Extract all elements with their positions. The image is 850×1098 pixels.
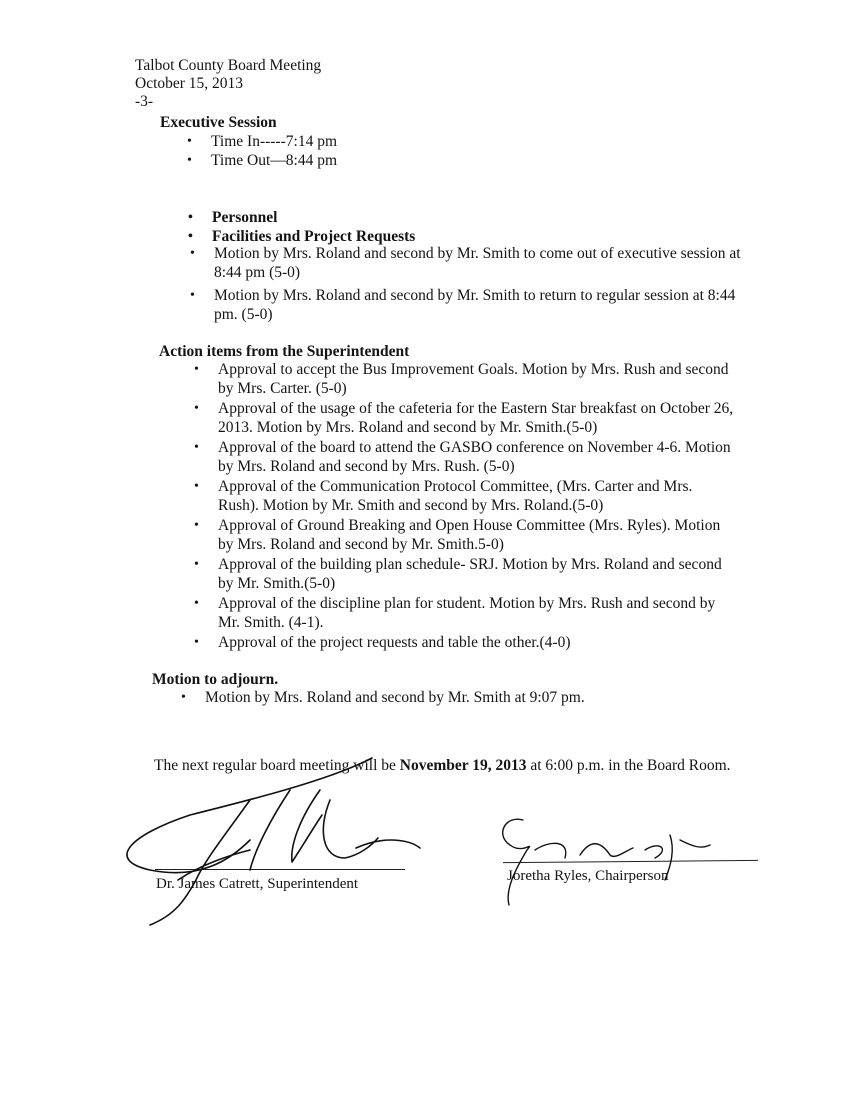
list-item: • Approval of the discipline plan for student. Motion by Mrs. Rush and second by Mr. Smith. (4-1). bbox=[194, 594, 734, 632]
meeting-date: October 15, 2013 bbox=[135, 75, 244, 92]
next-meeting-text: The next regular board meeting will be bbox=[154, 757, 400, 774]
list-item: • Personnel bbox=[188, 208, 728, 227]
list-item: • Approval of the Communication Protocol Committee, (Mrs. Carter and Mrs. Rush). Motion by Mr. Smith and second by Mrs. Roland.(5-0) bbox=[194, 477, 734, 515]
superintendent-name: Dr. James Catrett, Superintendent bbox=[156, 876, 359, 892]
chair-signature bbox=[495, 810, 735, 910]
action-items-title: Action items from the Superintendent bbox=[159, 343, 410, 360]
chair-name: Joretha Ryles, Chairperson bbox=[507, 868, 669, 884]
next-meeting-date: November 19, 2013 bbox=[399, 757, 527, 774]
list-item: • Approval of the usage of the cafeteria for the Eastern Star breakfast on October 26, 2013. Motion by Mrs. Roland and second by Mr. Smith.(5-0) bbox=[194, 399, 734, 437]
list-item: • Motion by Mrs. Roland and second by Mr. Smith to return to regular session at 8:44 pm. (5-0) bbox=[190, 286, 750, 324]
adjourn-title: Motion to adjourn. bbox=[152, 671, 279, 688]
meeting-title: Talbot County Board Meeting bbox=[135, 57, 322, 74]
list-item: • Approval of the building plan schedule- SRJ. Motion by Mrs. Roland and second by Mr. Smith.(5-0) bbox=[194, 555, 734, 593]
page-number: -3- bbox=[135, 93, 154, 110]
list-item: • Time In-----7:14 pm bbox=[187, 132, 727, 151]
list-item: • Approval of the project requests and table the other.(4-0) bbox=[194, 633, 734, 652]
list-item: • Facilities and Project Requests bbox=[188, 227, 728, 246]
list-item: • Motion by Mrs. Roland and second by Mr. Smith to come out of executive session at 8:44 pm (5-0) bbox=[190, 244, 750, 282]
executive-session-title: Executive Session bbox=[160, 114, 277, 131]
list-item: • Approval of the board to attend the GASBO conference on November 4-6. Motion by Mrs. Roland and second by Mrs. Rush. (5-0) bbox=[194, 438, 734, 476]
list-item: • Motion by Mrs. Roland and second by Mr. Smith at 9:07 pm. bbox=[181, 688, 721, 707]
next-meeting-details: at 6:00 p.m. in the Board Room. bbox=[526, 757, 731, 774]
list-item: • Approval of Ground Breaking and Open House Committee (Mrs. Ryles). Motion by Mrs. Roland and second by Mr. Smith.5-0) bbox=[194, 516, 734, 554]
list-item: • Approval to accept the Bus Improvement Goals. Motion by Mrs. Rush and second by Mrs. Carter. (5-0) bbox=[194, 360, 734, 398]
list-item: • Time Out—8:44 pm bbox=[187, 151, 727, 170]
